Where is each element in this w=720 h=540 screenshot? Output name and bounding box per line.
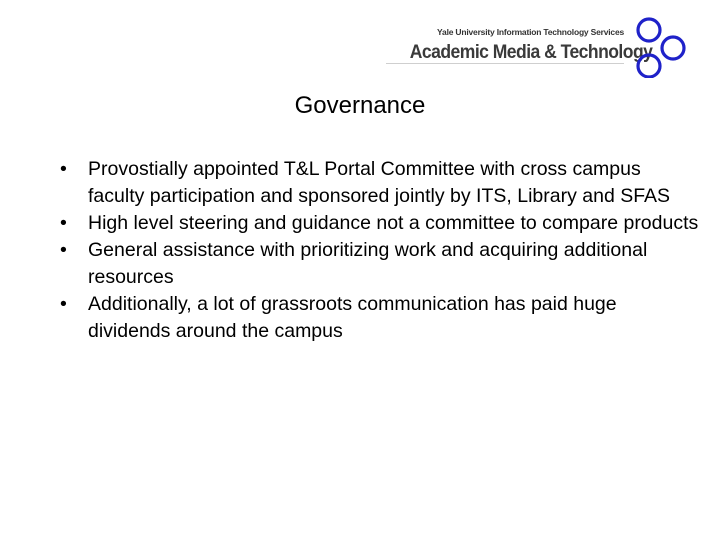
bullet-text: Additionally, a lot of grassroots communication has paid huge dividends around the campus bbox=[88, 293, 617, 342]
logo-title: Academic Media & Technology bbox=[409, 41, 653, 63]
logo-divider bbox=[386, 63, 624, 64]
bullet-text: High level steering and guidance not a committee to compare products bbox=[88, 212, 699, 234]
bullet-marker: • bbox=[60, 212, 67, 234]
logo-subtitle: Yale University Information Technology Services bbox=[437, 27, 624, 37]
bullet-list bbox=[60, 156, 700, 345]
bullet-marker: • bbox=[60, 293, 67, 315]
logo-ring-right bbox=[662, 37, 684, 59]
bullet-item bbox=[60, 291, 700, 345]
logo-ring-bottom bbox=[638, 55, 660, 77]
three-rings-logo-icon bbox=[630, 16, 688, 78]
bullet-item bbox=[60, 156, 700, 210]
slide-title bbox=[0, 91, 720, 121]
ams-logo bbox=[386, 14, 690, 78]
bullet-item bbox=[60, 210, 700, 237]
bullet-item bbox=[60, 237, 700, 291]
bullet-marker: • bbox=[60, 158, 67, 180]
bullet-marker: • bbox=[60, 239, 67, 261]
logo-ring-top bbox=[638, 19, 660, 41]
bullet-text: Provostially appointed T&L Portal Committee with cross campus faculty participation and sponsored jointly by ITS, Library and SFAS bbox=[88, 158, 671, 207]
bullet-text: General assistance with prioritizing work and acquiring additional resources bbox=[88, 239, 648, 288]
slide-title-text: Governance bbox=[294, 92, 426, 119]
